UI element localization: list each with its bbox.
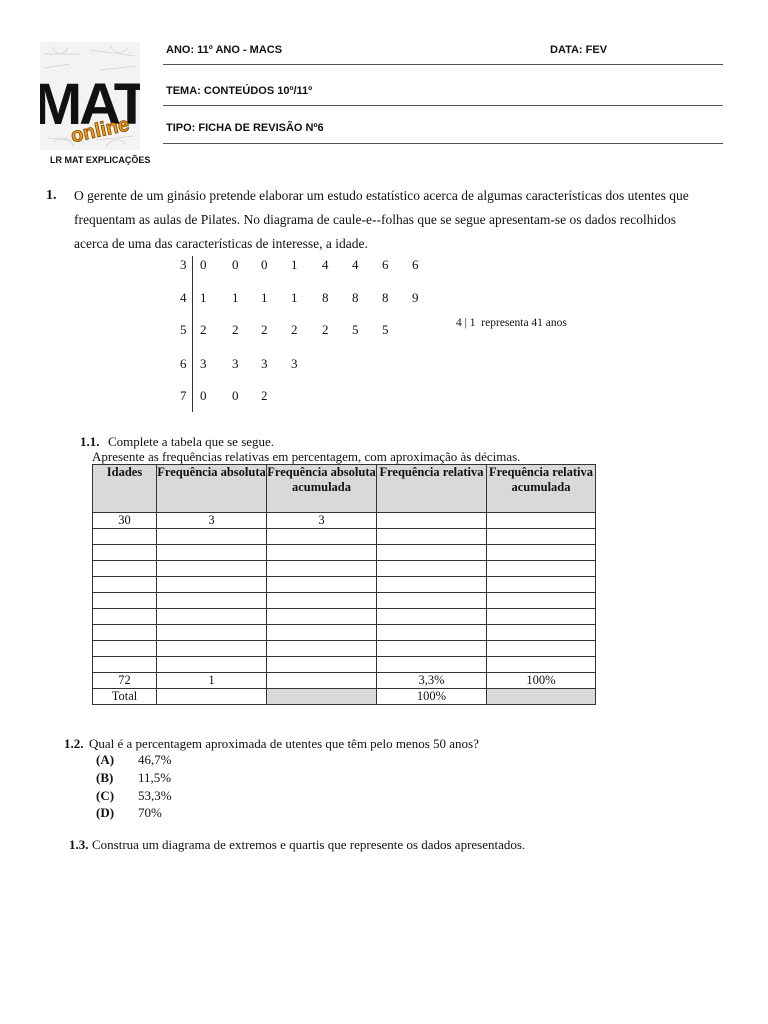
header-ano: ANO: 11º ANO - MACS [166,44,283,56]
freq-absoluta-cell: 3 [157,513,267,529]
svg-text:MAT: MAT [40,72,140,137]
table-row [93,625,596,641]
freq-relativa-cell[interactable] [377,625,487,641]
leaf: 3 [200,356,207,371]
total-relativa-acumulada-cell [487,689,596,705]
leaf: 2 [261,388,268,403]
option-value: 53,3% [138,788,172,803]
table-row [93,657,596,673]
leaf: 2 [232,322,239,337]
question-1-3-number: 1.3. [69,837,89,852]
table-row [93,561,596,577]
table-row [93,513,596,529]
freq-absoluta-cell[interactable] [157,577,267,593]
option-letter: (A) [96,752,115,767]
option-value: 70% [138,805,162,820]
logo-caption: LR MAT EXPLICAÇÕES [50,155,151,165]
freq-absoluta-acumulada-cell[interactable] [267,673,377,689]
option-letter: (B) [96,770,114,785]
freq-relativa-cell[interactable] [377,657,487,673]
table-row [93,673,596,689]
freq-relativa-acumulada-cell[interactable] [487,529,596,545]
leaf: 8 [322,290,329,305]
freq-absoluta-acumulada-cell[interactable] [267,641,377,657]
leaf: 0 [232,388,239,403]
logo-graphic [40,42,140,150]
leaf: 2 [291,322,298,337]
idade-cell[interactable] [93,577,157,593]
table-header-row [93,465,596,513]
leaf: 2 [261,322,268,337]
leaf: 9 [412,290,419,305]
stem-3: 3 [180,257,187,272]
idade-cell[interactable] [93,561,157,577]
idade-cell[interactable] [93,609,157,625]
freq-relativa-acumulada-cell[interactable] [487,641,596,657]
freq-absoluta-cell[interactable] [157,657,267,673]
freq-relativa-cell[interactable] [377,641,487,657]
header-freq-absoluta-acumulada: Frequência absoluta acumulada [267,465,377,513]
freq-absoluta-acumulada-cell: 3 [267,513,377,529]
table-row [93,641,596,657]
freq-absoluta-cell[interactable] [157,641,267,657]
freq-absoluta-cell[interactable] [157,545,267,561]
leaf: 0 [200,257,207,272]
table-row [93,609,596,625]
total-acumulada-cell [267,689,377,705]
leaf: 6 [382,257,389,272]
total-absoluta-cell[interactable] [157,689,267,705]
idade-cell: 72 [93,673,157,689]
freq-absoluta-cell[interactable] [157,609,267,625]
freq-absoluta-acumulada-cell[interactable] [267,577,377,593]
leaf: 2 [200,322,207,337]
freq-relativa-acumulada-cell[interactable] [487,657,596,673]
leaf: 1 [200,290,207,305]
freq-absoluta-acumulada-cell[interactable] [267,529,377,545]
option-c[interactable] [96,788,216,804]
freq-relativa-cell[interactable] [377,529,487,545]
total-label: Total [93,689,157,705]
leaf: 2 [322,322,329,337]
header-rule-2 [163,105,723,106]
leaf: 0 [261,257,268,272]
table-row [93,577,596,593]
freq-absoluta-cell[interactable] [157,593,267,609]
header-idades: Idades [93,465,157,513]
freq-absoluta-cell: 1 [157,673,267,689]
leaf: 1 [232,290,239,305]
leaf: 5 [352,322,359,337]
header-freq-relativa: Frequência relativa [377,465,487,513]
table-total-row [93,689,596,705]
freq-relativa-acumulada-cell[interactable] [487,577,596,593]
idade-cell[interactable] [93,641,157,657]
stem-6: 6 [180,356,187,371]
header-data: DATA: FEV [550,44,608,56]
leaf: 1 [291,257,298,272]
leaf: 1 [261,290,268,305]
question-1-3-text: Construa um diagrama de extremos e quartis que represente os dados apresentados. [92,837,526,852]
freq-relativa-acumulada-cell[interactable] [487,513,596,529]
idade-cell[interactable] [93,657,157,673]
question-1-2-text: Qual é a percentagem aproximada de utentes que têm pelo menos 50 anos? [89,736,479,751]
freq-relativa-acumulada-cell[interactable] [487,545,596,561]
stem-leaf-key: 4 | 1 representa 41 anos [456,317,567,329]
table-row [93,529,596,545]
leaf: 3 [232,356,239,371]
idade-cell[interactable] [93,625,157,641]
freq-relativa-acumulada-cell[interactable] [487,593,596,609]
freq-absoluta-acumulada-cell[interactable] [267,545,377,561]
total-relativa-cell: 100% [377,689,487,705]
idade-cell[interactable] [93,593,157,609]
question-1-line-1: O gerente de um ginásio pretende elaborar um estudo estatístico acerca de algumas características dos utentes que [74,188,689,203]
leaf: 6 [412,257,419,272]
header-rule-3 [163,143,723,144]
header-tema: TEMA: CONTEÚDOS 10º/11º [166,85,313,97]
freq-absoluta-cell[interactable] [157,561,267,577]
freq-relativa-cell[interactable] [377,545,487,561]
header-tipo: TIPO: FICHA DE REVISÃO Nº6 [166,122,324,134]
freq-relativa-acumulada-cell: 100% [487,673,596,689]
freq-relativa-cell[interactable] [377,593,487,609]
freq-absoluta-acumulada-cell[interactable] [267,593,377,609]
option-a[interactable] [96,752,216,768]
header-freq-relativa-acumulada: Frequência relativa acumulada [487,465,596,513]
stem-4: 4 [180,290,187,305]
logo [40,42,140,150]
freq-absoluta-acumulada-cell[interactable] [267,609,377,625]
header-rule-1 [163,64,723,65]
idade-cell[interactable] [93,545,157,561]
freq-relativa-acumulada-cell[interactable] [487,609,596,625]
leaf: 8 [382,290,389,305]
question-1-line-2: frequentam as aulas de Pilates. No diagrama de caule-e--folhas que se segue apresentam-se os dados recolhidos [74,212,677,227]
question-1-line-3: acerca de uma das características de interesse, a idade. [74,236,368,251]
stem-5: 5 [180,322,187,337]
table-row [93,545,596,561]
stem-divider [192,256,193,412]
option-letter: (D) [96,805,115,820]
leaf: 0 [232,257,239,272]
idade-cell: 30 [93,513,157,529]
freq-relativa-acumulada-cell[interactable] [487,625,596,641]
question-1-1-number: 1.1. [80,434,100,449]
leaf: 3 [291,356,298,371]
option-value: 46,7% [138,752,172,767]
freq-relativa-cell[interactable] [377,609,487,625]
leaf: 4 [322,257,329,272]
question-1-2-number: 1.2. [64,736,84,751]
leaf: 8 [352,290,359,305]
question-1-1-text: Complete a tabela que se segue. [108,434,275,449]
freq-relativa-cell[interactable] [377,577,487,593]
header-freq-absoluta: Frequência absoluta [157,465,267,513]
leaf: 5 [382,322,389,337]
svg-text:online: online [68,113,132,148]
freq-absoluta-cell[interactable] [157,625,267,641]
leaf: 0 [200,388,207,403]
freq-absoluta-acumulada-cell[interactable] [267,561,377,577]
option-letter: (C) [96,788,115,803]
stem-7: 7 [180,388,187,403]
table-row [93,593,596,609]
freq-relativa-cell[interactable] [377,513,487,529]
freq-relativa-cell[interactable] [377,561,487,577]
option-d[interactable] [96,805,216,821]
freq-relativa-cell: 3,3% [377,673,487,689]
freq-relativa-acumulada-cell[interactable] [487,561,596,577]
question-1-1-subtext: Apresente as frequências relativas em percentagem, com aproximação às décimas. [92,449,521,464]
option-value: 11,5% [138,770,172,785]
leaf: 3 [261,356,268,371]
freq-absoluta-cell[interactable] [157,529,267,545]
leaf: 1 [291,290,298,305]
leaf: 4 [352,257,359,272]
freq-absoluta-acumulada-cell[interactable] [267,625,377,641]
freq-absoluta-acumulada-cell[interactable] [267,657,377,673]
idade-cell[interactable] [93,529,157,545]
option-b[interactable] [96,770,216,786]
frequency-table [92,464,596,705]
question-1-number: 1. [46,188,57,203]
